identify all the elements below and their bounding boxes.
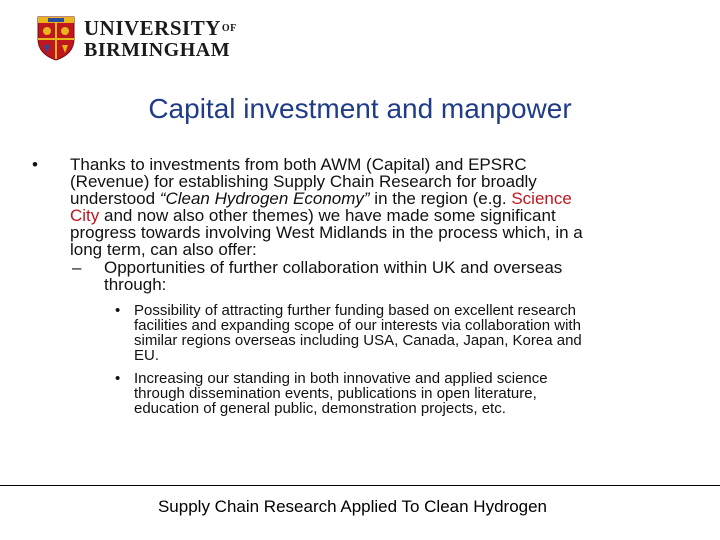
text-run: and now also other themes) we have made some significant: [99, 206, 556, 225]
sub-sub-bullet-line: education of general public, demonstration projects, etc.: [134, 400, 506, 417]
footer-divider: [0, 485, 720, 486]
slide-title: Capital investment and manpower: [148, 93, 572, 124]
main-bullet-line: [70, 207, 698, 224]
highlight-phrase: City: [70, 206, 100, 225]
sub-bullet-item: [28, 259, 698, 293]
main-bullet-line: [70, 190, 698, 207]
italic-phrase: “Clean Hydrogen Economy”: [159, 189, 370, 208]
sub-bullet-line: Opportunities of further collaboration within UK and overseas: [104, 258, 563, 277]
sub-bullet-line: through:: [104, 275, 167, 294]
logo-of: OF: [221, 23, 237, 34]
footer-text: Supply Chain Research Applied To Clean Hydrogen: [157, 497, 548, 516]
bullet-dot-icon: •: [115, 370, 121, 387]
dash-bullet-icon: –: [72, 258, 82, 277]
sub-sub-bullet-line: Possibility of attracting further funding based on excellent research: [134, 302, 576, 319]
main-bullet-line: Thanks to investments from both AWM (Capital) and EPSRC: [70, 155, 527, 174]
bullet-dot-icon: •: [115, 302, 121, 319]
sub-sub-bullet-line: Increasing our standing in both innovative and applied science: [134, 370, 548, 387]
university-crest-icon: [36, 15, 76, 61]
sub-sub-bullet-line: facilities and expanding scope of our interests via collaboration with: [134, 317, 581, 334]
logo-line2: BIRMINGHAM: [84, 39, 231, 61]
bullet-dot-icon: •: [32, 155, 38, 174]
sub-sub-bullet-item: [28, 303, 698, 363]
main-bullet-line: long term, can also offer:: [70, 240, 257, 259]
sub-sub-bullet-line: similar regions overseas including USA, Canada, Japan, Korea and: [134, 332, 582, 349]
main-bullet-line: (Revenue) for establishing Supply Chain Research for broadly: [70, 172, 537, 191]
logo-line1: UNIVERSITY: [84, 16, 221, 40]
sub-sub-bullet-line: EU.: [134, 347, 160, 364]
text-run: in the region (e.g.: [369, 189, 512, 208]
sub-sub-bullet-item: [28, 371, 698, 416]
highlight-phrase: Science: [511, 189, 572, 208]
university-wordmark: [84, 17, 237, 61]
sub-sub-bullet-line: through dissemination events, publications in open literature,: [134, 385, 537, 402]
slide-body: [28, 156, 698, 416]
main-bullet-item: [28, 156, 698, 258]
text-run: understood: [70, 189, 160, 208]
main-bullet-line: progress towards involving West Midlands in the process which, in a: [70, 223, 583, 242]
